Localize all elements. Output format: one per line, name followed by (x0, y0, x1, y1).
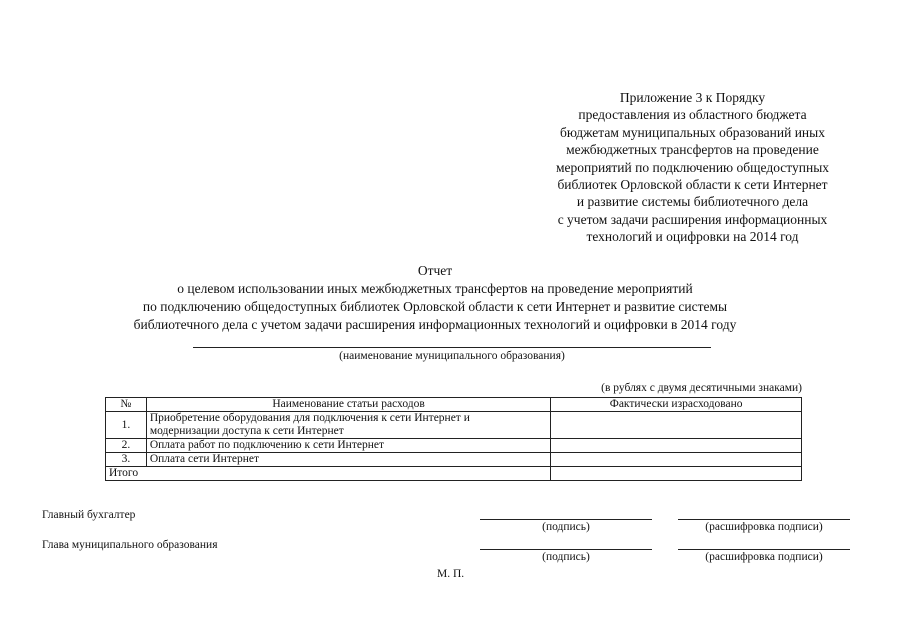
decoding-caption: (расшифровка подписи) (705, 521, 823, 533)
table-row (106, 412, 802, 439)
stamp-place: М. П. (437, 568, 465, 580)
signature-caption: (подпись) (542, 551, 590, 563)
chief-accountant-label: Главный бухгалтер (42, 509, 136, 521)
header-expense-item: Наименование статьи расходов (146, 398, 550, 412)
report-subtitle-line: библиотечного дела с учетом задачи расширения информационных технологий и оцифровки в 2014 году (133, 317, 737, 332)
decoding-caption: (расшифровка подписи) (705, 551, 823, 563)
municipality-caption: (наименование муниципального образования) (339, 350, 565, 362)
head-decoding-line[interactable] (678, 549, 850, 550)
signature-caption: (подпись) (542, 521, 590, 533)
total-label: Итого (106, 467, 551, 481)
row-actual-spent-cell[interactable] (551, 439, 802, 453)
appendix-line: с учетом задачи расширения информационных (557, 211, 828, 227)
table-row (106, 439, 802, 453)
appendix-header (520, 89, 865, 246)
table-header-row (106, 398, 802, 412)
row-expense-name: Оплата сети Интернет (146, 453, 550, 467)
row-expense-name-line: Приобретение оборудования для подключения к сети Интернет и (149, 412, 470, 424)
appendix-line: Приложение 3 к Порядку (619, 90, 766, 105)
appendix-line: бюджетам муниципальных образований иных (560, 124, 825, 140)
table-row (106, 453, 802, 467)
report-title: Отчет (417, 263, 453, 278)
row-expense-name-line: модернизации доступа к сети Интернет (149, 425, 344, 437)
appendix-line: межбюджетных трансфертов на проведение (566, 142, 819, 158)
head-signature-line[interactable] (480, 549, 652, 550)
units-note: (в рублях с двумя десятичными знаками) (601, 382, 802, 394)
appendix-line: технологий и оцифровки на 2014 год (586, 229, 799, 245)
report-subtitle-line: по подключению общедоступных библиотек Орловской области к сети Интернет и развитие системы (142, 299, 728, 314)
chief-accountant-signature-line[interactable] (480, 519, 652, 520)
row-actual-spent-cell[interactable] (551, 412, 802, 439)
row-actual-spent-cell[interactable] (551, 453, 802, 467)
row-number: 1. (106, 412, 147, 439)
expense-table (105, 397, 802, 481)
total-value-cell[interactable] (551, 467, 802, 481)
row-expense-name: Оплата работ по подключению к сети Интернет (146, 439, 550, 453)
header-actual-spent: Фактически израсходовано (551, 398, 802, 412)
report-title-block (100, 262, 770, 334)
appendix-line: предоставления из областного бюджета (578, 107, 807, 123)
municipality-name-line[interactable] (193, 347, 711, 348)
appendix-line: библиотек Орловской области к сети Интернет (557, 177, 828, 193)
appendix-line: и развитие системы библиотечного дела (576, 194, 809, 210)
header-number: № (106, 398, 147, 412)
table-total-row (106, 467, 802, 481)
row-number: 2. (106, 439, 147, 453)
head-label: Глава муниципального образования (42, 539, 218, 551)
row-number: 3. (106, 453, 147, 467)
row-expense-name (146, 412, 550, 439)
appendix-line: мероприятий по подключению общедоступных (555, 159, 830, 175)
chief-accountant-decoding-line[interactable] (678, 519, 850, 520)
report-subtitle-line: о целевом использовании иных межбюджетных трансфертов на проведение мероприятий (177, 281, 693, 296)
